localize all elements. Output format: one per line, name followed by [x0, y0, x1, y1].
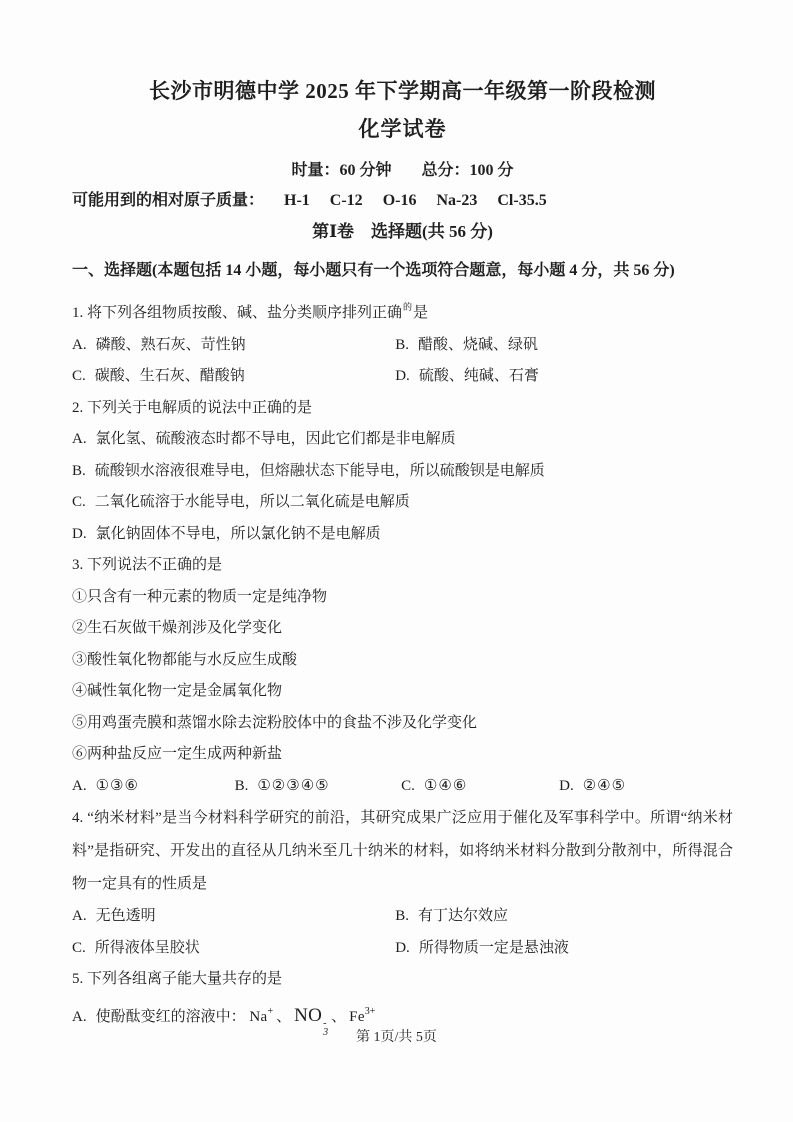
ion-sodium-base: Na [249, 1008, 268, 1025]
exam-header [72, 76, 733, 286]
q4-option-row-2 [72, 933, 733, 965]
q2-option-b [72, 456, 733, 488]
q3-option-c [401, 771, 559, 803]
ion-iron [349, 1005, 376, 1025]
q1-stem-tail: 是 [413, 305, 429, 321]
q3-option-a [72, 771, 235, 803]
atomic-mass-cl: Cl-35.5 [497, 192, 547, 209]
part1-header: 第Ⅰ卷 选择题(共 56 分) [312, 222, 493, 241]
q3-option-d-label: D. [559, 777, 574, 794]
atomic-mass-o: O-16 [382, 192, 417, 209]
q1-option-a-label: A. [72, 336, 87, 353]
q1-option-c [72, 361, 395, 393]
q3-statement-6: ⑥两种盐反应一定生成两种新盐 [72, 746, 283, 762]
atomic-mass-line [72, 188, 733, 214]
q4-option-b [395, 901, 508, 933]
ion-nitrate-base: NO [294, 1004, 323, 1026]
q4-option-c-text: 所得液体呈胶状 [94, 939, 200, 956]
print-smudge-artifact: 的 [403, 302, 413, 312]
question-2-stem: 2. 下列关于电解质的说法中正确的是 [72, 399, 313, 416]
ion-nitrate-charge: - [323, 1017, 327, 1029]
exam-total-score: 总分：100 分 [421, 162, 514, 179]
ion-nitrate-subscript: 3 [323, 1026, 329, 1038]
ion-sodium [249, 1005, 274, 1025]
ion-nitrate [294, 1004, 329, 1038]
q1-option-d-label: D. [395, 368, 410, 384]
q3-option-d [559, 771, 626, 803]
q1-option-row-2 [72, 361, 733, 393]
q4-option-a [72, 901, 395, 933]
q4-option-a-label: A. [72, 908, 87, 924]
exam-subtitle: 化学试卷 [358, 117, 447, 141]
q3-option-a-label: A. [72, 777, 87, 794]
q5-option-a-text: 使酚酞变红的溶液中： [95, 1008, 246, 1025]
atomic-mass-label: 可能用到的相对原子质量： [72, 192, 265, 209]
ion-sodium-charge: + [267, 1005, 274, 1017]
q1-option-a-text: 磷酸、熟石灰、苛性钠 [95, 336, 246, 353]
q3-option-b-label: B. [234, 777, 249, 794]
q2-option-d-text: 氯化钠固体不导电，所以氯化钠不是电解质 [95, 525, 381, 542]
q4-option-d-label: D. [395, 939, 410, 956]
q4-option-c-label: C. [72, 939, 86, 956]
q3-statement-1: ①只含有一种元素的物质一定是纯净物 [72, 588, 328, 605]
q3-option-b [235, 771, 402, 803]
q3-statement-4: ④碱性氧化物一定是金属氧化物 [72, 683, 283, 699]
q4-option-d-text: 所得物质一定是悬浊液 [418, 939, 569, 956]
q5-option-a-label: A. [72, 1008, 87, 1025]
atomic-mass-c: C-12 [329, 192, 363, 209]
atomic-mass-h: H-1 [284, 192, 310, 209]
q3-option-a-text: ①③⑥ [95, 777, 139, 794]
ion-iron-base: Fe [349, 1008, 365, 1025]
q2-option-a [72, 424, 733, 456]
q2-option-b-text: 硫酸钡水溶液很难导电，但熔融状态下能导电，所以硫酸钡是电解质 [94, 462, 545, 479]
q3-option-b-text: ①②③④⑤ [257, 777, 330, 794]
q1-option-c-label: C. [72, 368, 86, 384]
page-footer: 第 1页/共 5页 [356, 1030, 437, 1045]
question-4-stem: 4. “纳米材料”是当今材料科学研究的前沿，其研究成果广泛应用于催化及军事科学中。所谓“纳米材料”是指研究、开发出的直径从几纳米至几十纳米的材料，如将纳米材料分散到分散剂中，所得混合物一定具有的性质是 [72, 810, 733, 892]
q2-option-d [72, 519, 733, 551]
q4-option-d [395, 933, 569, 965]
q1-option-d [395, 361, 539, 393]
q1-option-b [395, 330, 538, 362]
q1-option-d-text: 硫酸、纯碱、石膏 [418, 368, 539, 384]
question-3-stem: 3. 下列说法不正确的是 [72, 557, 223, 573]
q3-option-d-text: ②④⑤ [582, 777, 627, 794]
section1-header: 一、选择题(本题包括 14 小题，每小题只有一个选项符合题意，每小题 4 分，共 56 分) [72, 262, 675, 279]
q1-option-b-text: 醋酸、烧碱、绿矾 [417, 336, 538, 353]
question-1-stem [72, 292, 733, 330]
q4-option-row-1 [72, 901, 733, 933]
question-5-stem: 5. 下列各组离子能大量共存的是 [72, 971, 283, 987]
q4-option-a-text: 无色透明 [95, 908, 156, 924]
q1-option-a [72, 330, 395, 362]
exam-duration: 时量：60 分钟 [291, 162, 392, 179]
q2-option-a-label: A. [72, 431, 87, 447]
q3-statement-5: ⑤用鸡蛋壳膜和蒸馏水除去淀粉胶体中的食盐不涉及化学变化 [72, 714, 478, 731]
ion-separator: 、 [331, 1008, 347, 1025]
q2-option-b-label: B. [72, 462, 86, 479]
q2-option-c-text: 二氧化硫溶于水能导电，所以二氧化硫是电解质 [94, 494, 410, 510]
q4-option-b-text: 有丁达尔效应 [417, 908, 508, 924]
q3-option-row [72, 771, 733, 803]
questions-area [72, 292, 733, 1037]
q3-option-c-label: C. [401, 777, 415, 794]
q3-statement-2: ②生石灰做干燥剂涉及化学变化 [72, 620, 283, 636]
q1-option-b-label: B. [395, 336, 409, 353]
q1-stem-text: 1. 将下列各组物质按酸、碱、盐分类顺序排列正确 [72, 305, 403, 321]
q2-option-d-label: D. [72, 525, 87, 542]
q2-option-c [72, 487, 733, 519]
q4-option-c [72, 933, 395, 965]
q1-option-c-text: 碳酸、生石灰、醋酸钠 [94, 368, 245, 384]
ion-separator: 、 [276, 1008, 292, 1025]
q2-option-c-label: C. [72, 494, 86, 510]
exam-title: 长沙市明德中学 2025 年下学期高一年级第一阶段检测 [149, 79, 656, 103]
atomic-mass-na: Na-23 [436, 192, 478, 209]
exam-meta-line [72, 158, 733, 184]
q2-option-a-text: 氯化氢、硫酸液态时都不导电，因此它们都是非电解质 [95, 431, 456, 447]
q3-statement-3: ③酸性氧化物都能与水反应生成酸 [72, 651, 298, 668]
q3-option-c-text: ①④⑥ [423, 777, 468, 794]
q4-option-b-label: B. [395, 908, 409, 924]
ion-iron-charge: 3+ [364, 1005, 376, 1017]
q1-option-row-1 [72, 330, 733, 362]
